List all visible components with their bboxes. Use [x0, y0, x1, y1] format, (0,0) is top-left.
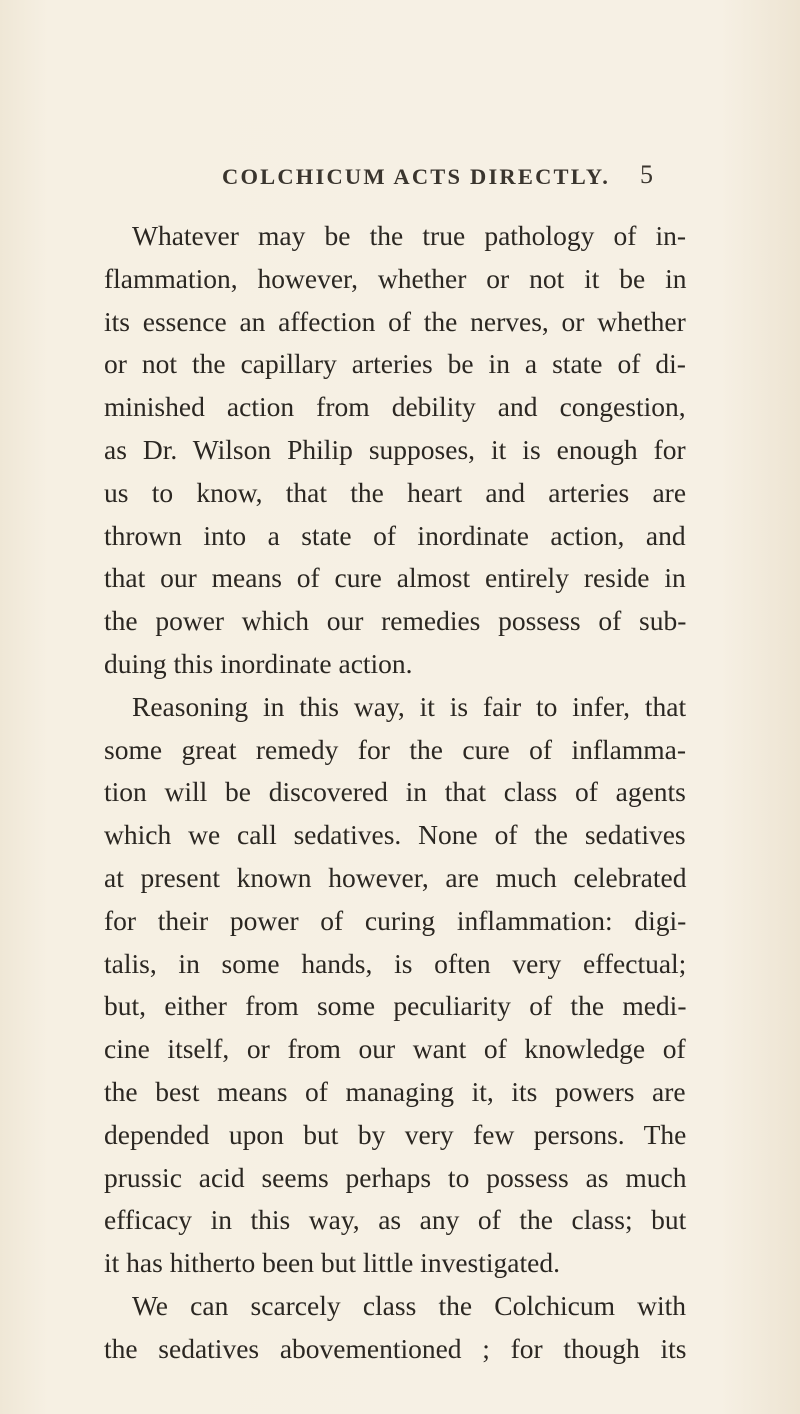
text-line: duing this inordinate action. — [104, 647, 413, 679]
body-text — [104, 215, 686, 1371]
text-line: Reasoning in this way, it is fair to infer, that — [132, 690, 687, 722]
text-line: We can scarcely class the Colchicum with — [132, 1289, 687, 1321]
running-head-title: COLCHICUM ACTS DIRECTLY. — [222, 164, 611, 189]
text-line: Whatever may be the true pathology of in- — [132, 220, 687, 251]
text-line: some great remedy for the cure of inflamma- — [104, 733, 687, 765]
text-line: at present known however, are much celebrated — [104, 861, 687, 893]
text-line: the sedatives abovementioned ; for though its — [104, 1332, 687, 1364]
text-line: that our means of cure almost entirely reside in — [104, 562, 686, 594]
text-line: minished action from debility and congestion, — [104, 391, 686, 423]
text-line: efficacy in this way, as any of the class; but — [104, 1204, 687, 1236]
text-line: us to know, that the heart and arteries are — [104, 476, 687, 508]
page-number: 5 — [640, 160, 653, 189]
text-line: the power which our remedies possess of sub- — [104, 605, 687, 637]
text-line: depended upon but by very few persons. The — [104, 1118, 687, 1150]
text-line: it has hitherto been but little investigated. — [104, 1247, 560, 1279]
text-line: which we call sedatives. None of the sedatives — [104, 819, 686, 851]
text-line: the best means of managing it, its powers are — [104, 1075, 686, 1107]
text-line: or not the capillary arteries be in a state of di- — [104, 348, 686, 380]
text-line: as Dr. Wilson Philip supposes, it is enough for — [104, 433, 686, 465]
text-line: cine itself, or from our want of knowledge of — [104, 1033, 686, 1065]
text-line: flammation, however, whether or not it be in — [104, 262, 687, 294]
text-line: its essence an affection of the nerves, or whether — [104, 305, 686, 337]
running-head — [0, 158, 800, 198]
text-line: prussic acid seems perhaps to possess as much — [104, 1161, 687, 1193]
text-line: for their power of curing inflammation: digi- — [104, 904, 687, 936]
text-line: but, either from some peculiarity of the medi- — [104, 990, 687, 1022]
text-line: talis, in some hands, is often very effectual; — [104, 947, 687, 979]
text-line: thrown into a state of inordinate action, and — [104, 519, 686, 551]
text-line: tion will be discovered in that class of agents — [104, 776, 686, 808]
